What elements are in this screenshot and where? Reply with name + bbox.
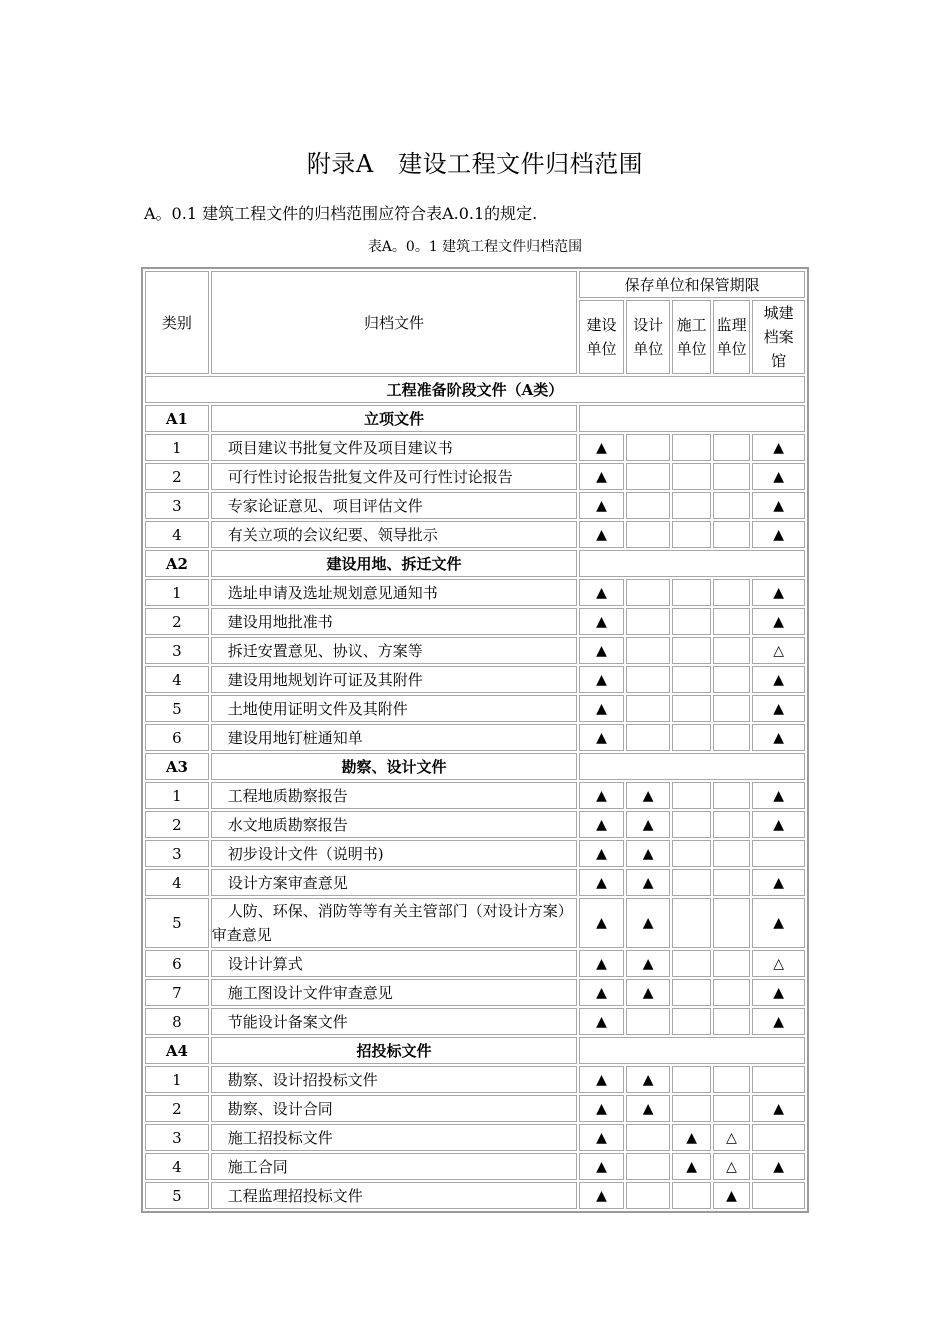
mark-archive: △ (752, 637, 805, 664)
table-row (145, 463, 805, 490)
mark-archive: ▲ (752, 1153, 805, 1180)
mark-supervisor (713, 463, 750, 490)
row-number: 5 (145, 695, 209, 722)
mark-construction: ▲ (579, 579, 624, 606)
table-row (145, 695, 805, 722)
file-name: 建设用地批准书 (211, 608, 578, 635)
mark-contractor: ▲ (672, 1153, 710, 1180)
mark-archive: ▲ (752, 434, 805, 461)
mark-design (626, 608, 671, 635)
mark-design (626, 579, 671, 606)
file-name: 施工图设计文件审查意见 (211, 979, 578, 1006)
mark-supervisor (713, 695, 750, 722)
header-unit-construction: 建设单位 (579, 300, 624, 374)
mark-design (626, 666, 671, 693)
mark-design: ▲ (626, 782, 671, 809)
mark-design (626, 1008, 671, 1035)
mark-contractor: ▲ (672, 1124, 710, 1151)
section-code: A4 (145, 1037, 209, 1064)
mark-contractor (672, 608, 710, 635)
mark-archive: ▲ (752, 869, 805, 896)
table-row (145, 637, 805, 664)
row-number: 5 (145, 898, 209, 948)
mark-construction: ▲ (579, 434, 624, 461)
mark-archive (752, 1182, 805, 1209)
file-name: 勘察、设计招投标文件 (211, 1066, 578, 1093)
file-name: 土地使用证明文件及其附件 (211, 695, 578, 722)
header-row-1 (145, 271, 805, 298)
file-name: 设计计算式 (211, 950, 578, 977)
file-name: 设计方案审查意见 (211, 869, 578, 896)
mark-design: ▲ (626, 1066, 671, 1093)
mark-supervisor (713, 608, 750, 635)
table-row (145, 1008, 805, 1035)
row-number: 4 (145, 1153, 209, 1180)
mark-supervisor (713, 840, 750, 867)
mark-construction: ▲ (579, 1066, 624, 1093)
file-name: 建设用地规划许可证及其附件 (211, 666, 578, 693)
section-blank (579, 405, 805, 432)
mark-supervisor (713, 1066, 750, 1093)
mark-supervisor (713, 869, 750, 896)
mark-construction: ▲ (579, 666, 624, 693)
mark-design: ▲ (626, 840, 671, 867)
table-row (145, 811, 805, 838)
mark-construction: ▲ (579, 521, 624, 548)
mark-supervisor (713, 724, 750, 751)
file-name: 专家论证意见、项目评估文件 (211, 492, 578, 519)
mark-archive (752, 1124, 805, 1151)
section-code: A3 (145, 753, 209, 780)
file-name: 工程监理招投标文件 (211, 1182, 578, 1209)
mark-archive: ▲ (752, 492, 805, 519)
mark-construction: ▲ (579, 1153, 624, 1180)
section-code: A1 (145, 405, 209, 432)
row-number: 3 (145, 840, 209, 867)
archive-scope-table (141, 267, 809, 1213)
row-number: 4 (145, 666, 209, 693)
mark-supervisor: △ (713, 1153, 750, 1180)
table-row (145, 782, 805, 809)
mark-contractor (672, 1066, 710, 1093)
file-name: 项目建议书批复文件及项目建议书 (211, 434, 578, 461)
section-title: 立项文件 (211, 405, 578, 432)
mark-construction: ▲ (579, 840, 624, 867)
file-name: 选址申请及选址规划意见通知书 (211, 579, 578, 606)
mark-contractor (672, 521, 710, 548)
mark-construction: ▲ (579, 637, 624, 664)
mark-contractor (672, 724, 710, 751)
mark-construction: ▲ (579, 1008, 624, 1035)
table-row (145, 869, 805, 896)
mark-construction: ▲ (579, 695, 624, 722)
file-name: 节能设计备案文件 (211, 1008, 578, 1035)
table-row (145, 979, 805, 1006)
row-number: 3 (145, 492, 209, 519)
file-name: 初步设计文件（说明书) (211, 840, 578, 867)
mark-construction: ▲ (579, 782, 624, 809)
archive-scope-table-container (141, 267, 809, 1213)
file-name: 施工招投标文件 (211, 1124, 578, 1151)
mark-archive: △ (752, 950, 805, 977)
row-number: 3 (145, 1124, 209, 1151)
row-number: 2 (145, 608, 209, 635)
table-row (145, 1153, 805, 1180)
stage-title: 工程准备阶段文件（A类） (145, 376, 805, 403)
mark-construction: ▲ (579, 869, 624, 896)
mark-design: ▲ (626, 869, 671, 896)
section-row (145, 405, 805, 432)
mark-archive: ▲ (752, 695, 805, 722)
header-unit-archive: 城建档案馆 (752, 300, 805, 374)
mark-contractor (672, 869, 710, 896)
mark-supervisor (713, 521, 750, 548)
mark-contractor (672, 434, 710, 461)
row-number: 4 (145, 521, 209, 548)
mark-design (626, 1153, 671, 1180)
mark-design (626, 1182, 671, 1209)
mark-construction: ▲ (579, 950, 624, 977)
table-row (145, 724, 805, 751)
mark-contractor (672, 1182, 710, 1209)
mark-design (626, 724, 671, 751)
row-number: 3 (145, 637, 209, 664)
mark-archive: ▲ (752, 1008, 805, 1035)
table-row (145, 434, 805, 461)
row-number: 7 (145, 979, 209, 1006)
mark-design: ▲ (626, 950, 671, 977)
mark-construction: ▲ (579, 463, 624, 490)
mark-construction: ▲ (579, 724, 624, 751)
mark-contractor (672, 1008, 710, 1035)
mark-construction: ▲ (579, 1182, 624, 1209)
mark-archive: ▲ (752, 608, 805, 635)
header-file: 归档文件 (211, 271, 578, 374)
mark-archive: ▲ (752, 666, 805, 693)
mark-construction: ▲ (579, 811, 624, 838)
table-row (145, 1124, 805, 1151)
row-number: 8 (145, 1008, 209, 1035)
row-number: 2 (145, 463, 209, 490)
mark-supervisor (713, 666, 750, 693)
mark-design (626, 434, 671, 461)
table-row (145, 579, 805, 606)
table-caption: 表A。0。1 建筑工程文件归档范围 (367, 239, 583, 255)
mark-supervisor (713, 579, 750, 606)
table-row (145, 898, 805, 948)
mark-archive (752, 840, 805, 867)
mark-archive: ▲ (752, 1095, 805, 1122)
mark-supervisor: ▲ (713, 1182, 750, 1209)
mark-design (626, 463, 671, 490)
row-number: 4 (145, 869, 209, 896)
mark-contractor (672, 492, 710, 519)
header-unit-supervisor: 监理单位 (713, 300, 750, 374)
row-number: 1 (145, 434, 209, 461)
table-row (145, 1095, 805, 1122)
mark-construction: ▲ (579, 1095, 624, 1122)
mark-contractor (672, 840, 710, 867)
mark-design: ▲ (626, 898, 671, 948)
section-blank (579, 1037, 805, 1064)
section-blank (579, 550, 805, 577)
mark-construction: ▲ (579, 608, 624, 635)
section-title: 招投标文件 (211, 1037, 578, 1064)
mark-archive: ▲ (752, 782, 805, 809)
mark-archive: ▲ (752, 724, 805, 751)
row-number: 1 (145, 1066, 209, 1093)
mark-archive (752, 1066, 805, 1093)
mark-design: ▲ (626, 811, 671, 838)
mark-supervisor (713, 782, 750, 809)
mark-supervisor (713, 898, 750, 948)
mark-contractor (672, 695, 710, 722)
file-name: 勘察、设计合同 (211, 1095, 578, 1122)
table-row (145, 608, 805, 635)
page-title: 附录A 建设工程文件归档范围 (306, 150, 644, 178)
mark-construction: ▲ (579, 1124, 624, 1151)
mark-design: ▲ (626, 979, 671, 1006)
mark-archive: ▲ (752, 463, 805, 490)
mark-design (626, 637, 671, 664)
mark-supervisor (713, 1008, 750, 1035)
section-row (145, 1037, 805, 1064)
section-blank (579, 753, 805, 780)
mark-supervisor (713, 950, 750, 977)
row-number: 6 (145, 724, 209, 751)
mark-contractor (672, 811, 710, 838)
header-category: 类别 (145, 271, 209, 374)
mark-design (626, 521, 671, 548)
header-unit-contractor: 施工单位 (672, 300, 710, 374)
row-number: 1 (145, 579, 209, 606)
section-title: 建设用地、拆迁文件 (211, 550, 578, 577)
header-unit-design: 设计单位 (626, 300, 671, 374)
section-title: 勘察、设计文件 (211, 753, 578, 780)
mark-construction: ▲ (579, 492, 624, 519)
mark-contractor (672, 637, 710, 664)
stage-row (145, 376, 805, 403)
mark-construction: ▲ (579, 979, 624, 1006)
mark-archive: ▲ (752, 898, 805, 948)
file-name: 施工合同 (211, 1153, 578, 1180)
mark-supervisor (713, 492, 750, 519)
mark-contractor (672, 463, 710, 490)
table-row (145, 521, 805, 548)
file-name: 可行性讨论报告批复文件及可行性讨论报告 (211, 463, 578, 490)
mark-contractor (672, 666, 710, 693)
mark-contractor (672, 979, 710, 1006)
mark-archive: ▲ (752, 811, 805, 838)
mark-supervisor (713, 637, 750, 664)
mark-supervisor (713, 811, 750, 838)
section-row (145, 550, 805, 577)
mark-construction: ▲ (579, 898, 624, 948)
mark-contractor (672, 782, 710, 809)
row-number: 1 (145, 782, 209, 809)
table-row (145, 950, 805, 977)
file-name: 建设用地钉桩通知单 (211, 724, 578, 751)
header-storage-group: 保存单位和保管期限 (579, 271, 805, 298)
mark-archive: ▲ (752, 579, 805, 606)
mark-contractor (672, 950, 710, 977)
row-number: 2 (145, 1095, 209, 1122)
mark-contractor (672, 898, 710, 948)
table-row (145, 1182, 805, 1209)
file-name: 拆迁安置意见、协议、方案等 (211, 637, 578, 664)
mark-contractor (672, 579, 710, 606)
file-name: 人防、环保、消防等等有关主管部门（对设计方案）审查意见 (211, 898, 578, 948)
row-number: 5 (145, 1182, 209, 1209)
table-row (145, 1066, 805, 1093)
mark-design (626, 492, 671, 519)
file-name: 有关立项的会议纪要、领导批示 (211, 521, 578, 548)
file-name: 工程地质勘察报告 (211, 782, 578, 809)
mark-supervisor (713, 979, 750, 1006)
mark-contractor (672, 1095, 710, 1122)
row-number: 2 (145, 811, 209, 838)
mark-archive: ▲ (752, 521, 805, 548)
mark-design (626, 1124, 671, 1151)
mark-supervisor (713, 1095, 750, 1122)
table-row (145, 840, 805, 867)
section-code: A2 (145, 550, 209, 577)
mark-supervisor (713, 434, 750, 461)
table-row (145, 492, 805, 519)
section-row (145, 753, 805, 780)
mark-supervisor: △ (713, 1124, 750, 1151)
mark-design: ▲ (626, 1095, 671, 1122)
row-number: 6 (145, 950, 209, 977)
mark-design (626, 695, 671, 722)
table-row (145, 666, 805, 693)
file-name: 水文地质勘察报告 (211, 811, 578, 838)
mark-archive: ▲ (752, 979, 805, 1006)
intro-paragraph: A。0.1 建筑工程文件的归档范围应符合表A.0.1的规定. (144, 204, 538, 223)
